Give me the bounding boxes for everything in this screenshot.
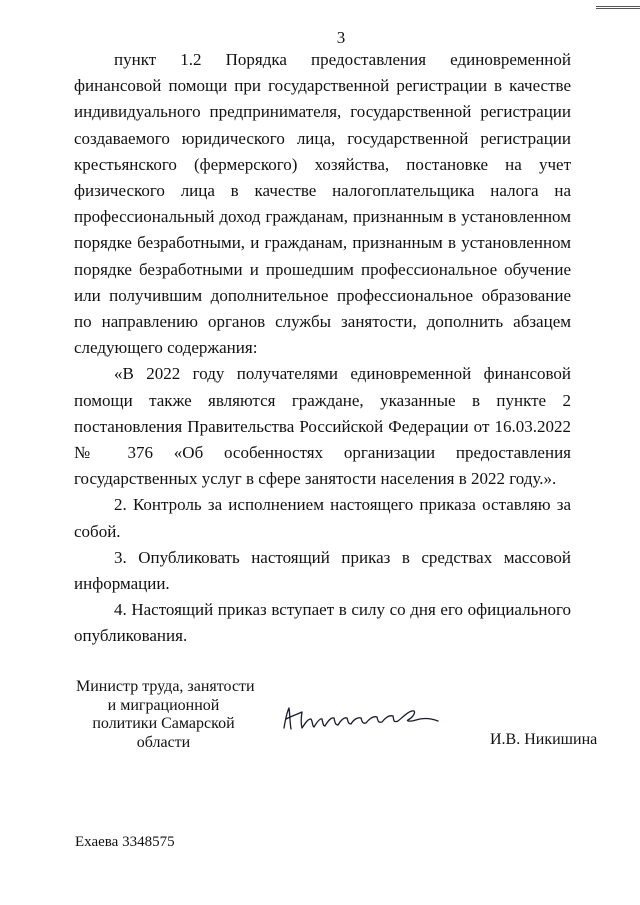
position-line: политики Самарской xyxy=(92,715,235,732)
position-line: области xyxy=(136,733,191,751)
signatory-position xyxy=(76,678,255,752)
signer-name: И.В. Никишина xyxy=(490,731,598,748)
page-number: 3 xyxy=(336,28,346,47)
paragraph-item-3: 3. Опубликовать настоящий приказ в средствах массовой информации. xyxy=(74,547,571,594)
executor-note: Ехаева 3348575 xyxy=(75,834,175,850)
handwritten-signature xyxy=(280,702,450,736)
paragraph-quote: «В 2022 году получателями единовременной финансовой помощи также являются граждане, указанные в пункте 2 постановления Правительства Российской Федерации от 16.03.2022 № 376 «Об особенностях организации предоставления государственных услуг в сфере занятости населения в 2022 году.». xyxy=(74,364,571,489)
position-line: Министр труда, занятости xyxy=(76,678,255,695)
paragraph-amendment: пункт 1.2 Порядка предоставления единовременной финансовой помощи при государственной регистрации в качестве индивидуального предпринимателя, государственной регистрации создаваемого юридического лица, государственной регистрации крестьянского (фермерского) хозяйства, постановке на учет физического лица в качестве налогоплательщика налога на профессиональный доход гражданам, признанным в установленном порядке безработными, и гражданам, признанным в установленном порядке безработными и прошедшим профессиональное обучение или получившим дополнительное профессиональное образование по направлению органов службы занятости, дополнить абзацем следующего содержания: xyxy=(74,50,571,358)
paragraph-item-4: 4. Настоящий приказ вступает в силу со дня его официального опубликования. xyxy=(74,600,571,646)
edge-scan-mark xyxy=(596,6,640,9)
position-line: и миграционной xyxy=(107,696,220,714)
document-body xyxy=(74,47,571,650)
paragraph-item-2: 2. Контроль за исполнением настоящего приказа оставляю за собой. xyxy=(74,495,571,541)
